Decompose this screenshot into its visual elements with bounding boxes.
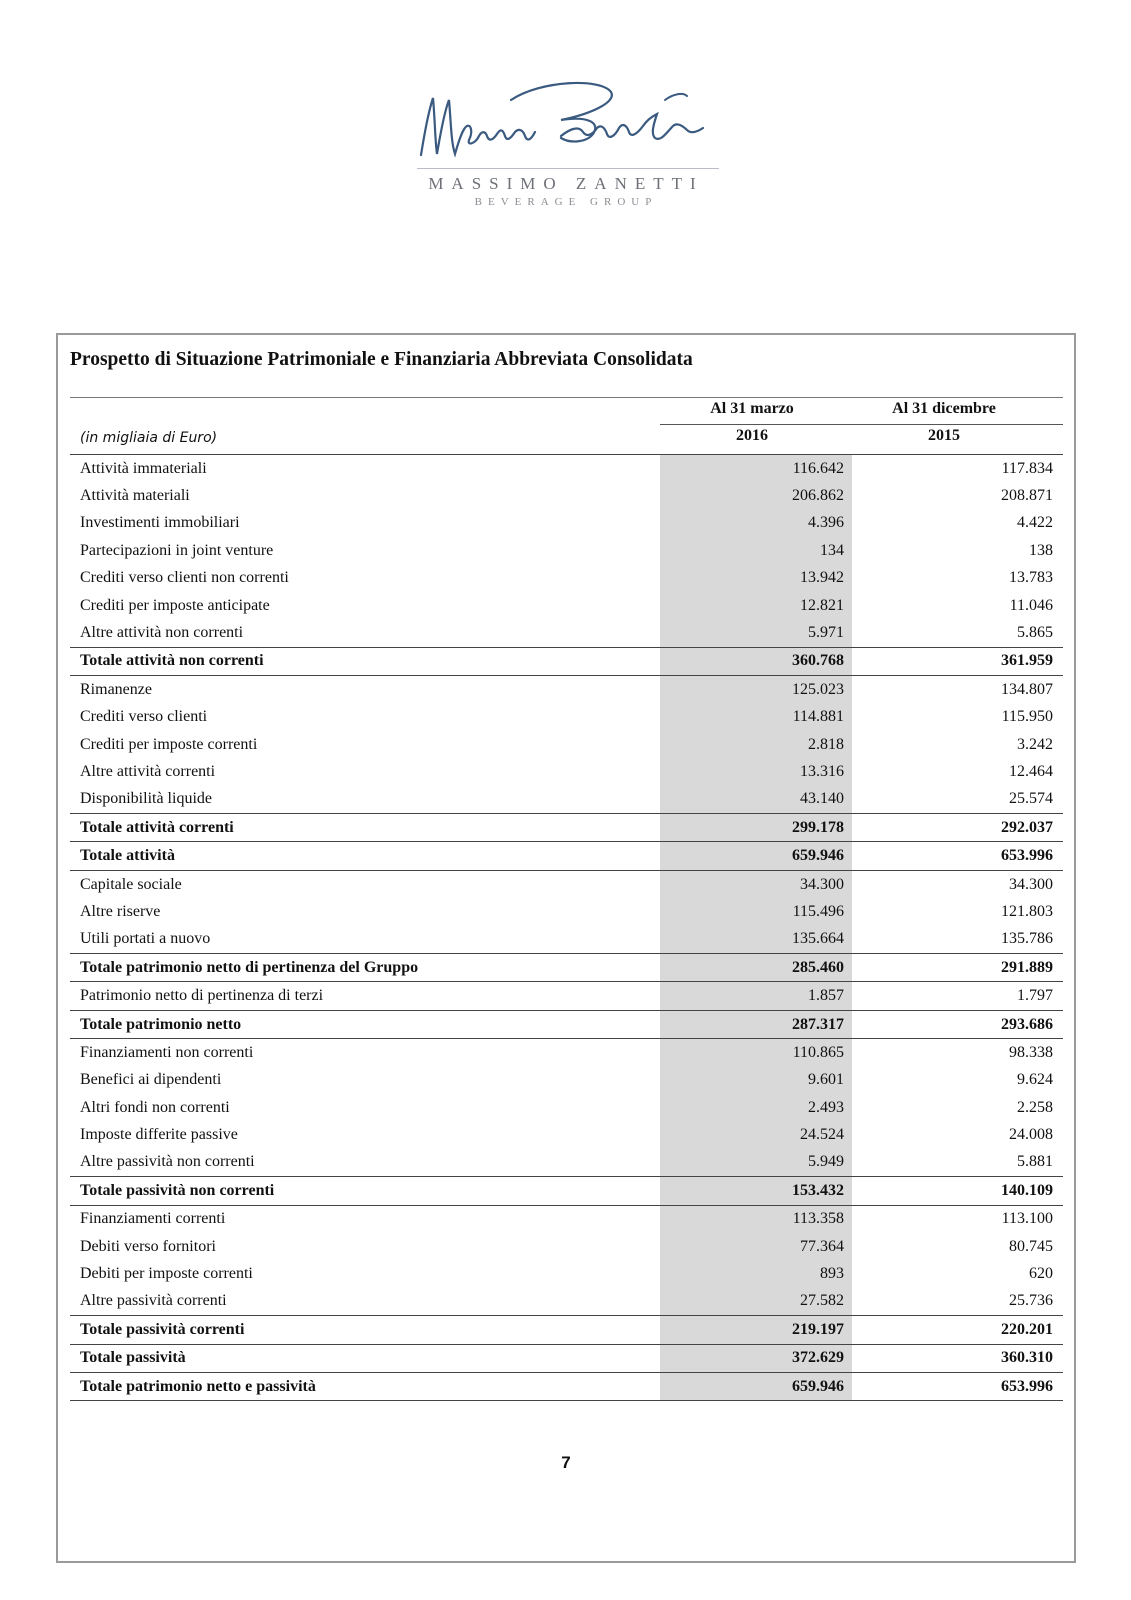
row-label: Totale passività correnti — [70, 1316, 660, 1344]
value-2016: 9.601 — [660, 1067, 852, 1094]
value-2016: 43.140 — [660, 786, 852, 814]
column-header-2016: Al 31 marzo — [710, 400, 794, 417]
value-2015: 3.242 — [1017, 735, 1053, 753]
value-2015: 11.046 — [1009, 596, 1053, 614]
value-2016: 2.818 — [660, 731, 852, 758]
value-2015: 361.959 — [852, 647, 1063, 675]
value-2015: 653.996 — [852, 1372, 1063, 1400]
value-2016: 285.460 — [660, 954, 852, 982]
table-row — [70, 455, 1063, 483]
row-label: Altri fondi non correnti — [80, 1098, 230, 1116]
row-label: Attività immateriali — [70, 455, 660, 483]
table-row — [70, 510, 1063, 537]
row-label: Totale patrimonio netto di pertinenza del Gruppo — [70, 954, 660, 982]
value-2016: 13.942 — [660, 565, 852, 592]
table-row — [70, 704, 1063, 731]
table-row — [70, 565, 1063, 592]
value-2015: 134.807 — [1001, 680, 1053, 698]
row-label: Totale attività non correnti — [70, 647, 660, 675]
value-2015: 2.258 — [1017, 1098, 1053, 1116]
value-2016: 134 — [660, 537, 852, 564]
table-row — [70, 1094, 1063, 1121]
row-label: Altre attività non correnti — [80, 624, 244, 642]
title-divider — [70, 397, 1063, 398]
table-row — [70, 592, 1063, 619]
brand-name: MASSIMO ZANETTI — [428, 174, 704, 193]
table-row — [70, 1260, 1063, 1287]
value-2015: 620 — [1029, 1265, 1053, 1283]
row-label: Crediti per imposte anticipate — [80, 596, 270, 614]
value-2016: 113.358 — [660, 1205, 852, 1233]
row-label: Totale passività non correnti — [70, 1177, 660, 1205]
row-label: Patrimonio netto di pertinenza di terzi — [80, 987, 324, 1005]
value-2016: 135.664 — [660, 926, 852, 954]
table-row — [70, 482, 1063, 509]
value-2016: 659.946 — [660, 842, 852, 870]
year-2016: 2016 — [736, 427, 768, 444]
value-2015: 9.624 — [1017, 1071, 1053, 1089]
row-label: Altre passività non correnti — [80, 1153, 255, 1171]
value-2015: 25.574 — [1009, 790, 1053, 808]
value-2015: 653.996 — [852, 842, 1063, 870]
value-2016: 299.178 — [660, 814, 852, 842]
value-2015: 80.745 — [1009, 1237, 1053, 1255]
value-2016: 77.364 — [660, 1233, 852, 1260]
company-logo — [411, 70, 721, 220]
value-2015: 208.871 — [1001, 487, 1053, 505]
value-2015: 34.300 — [1009, 875, 1053, 893]
value-2016: 5.949 — [660, 1149, 852, 1177]
value-2015: 98.338 — [1009, 1043, 1053, 1061]
row-label: Altre riserve — [80, 902, 161, 920]
table-total-row — [70, 1177, 1063, 1205]
row-label: Totale attività correnti — [70, 814, 660, 842]
value-2016: 34.300 — [660, 870, 852, 898]
logo-divider — [417, 168, 719, 169]
table-total-row — [70, 814, 1063, 842]
value-2015: 117.834 — [852, 455, 1063, 483]
row-label: Debiti per imposte correnti — [80, 1265, 253, 1283]
row-label: Utili portati a nuovo — [80, 930, 211, 948]
table-row — [70, 1205, 1063, 1233]
year-2015: 2015 — [928, 427, 960, 444]
value-2016: 372.629 — [660, 1344, 852, 1372]
value-2015: 121.803 — [1001, 902, 1053, 920]
row-label: Totale passività — [70, 1344, 660, 1372]
value-2016: 287.317 — [660, 1010, 852, 1038]
table-row — [70, 786, 1063, 814]
table-row — [70, 537, 1063, 564]
table-total-row — [70, 1372, 1063, 1400]
table-row — [70, 1121, 1063, 1148]
page-title: Prospetto di Situazione Patrimoniale e Finanziaria Abbreviata Consolidata — [70, 349, 693, 370]
row-label: Finanziamenti correnti — [80, 1210, 226, 1228]
value-2016: 1.857 — [660, 982, 852, 1010]
value-2016: 2.493 — [660, 1094, 852, 1121]
row-label: Altre attività correnti — [80, 762, 216, 780]
balance-sheet-table — [70, 454, 1063, 1401]
row-label: Crediti verso clienti non correnti — [80, 569, 289, 587]
table-total-row — [70, 954, 1063, 982]
table-row — [70, 1233, 1063, 1260]
value-2016: 153.432 — [660, 1177, 852, 1205]
value-2016: 13.316 — [660, 758, 852, 785]
value-2016: 360.768 — [660, 647, 852, 675]
value-2015: 25.736 — [1009, 1292, 1053, 1310]
table-total-row — [70, 1316, 1063, 1344]
table-row — [70, 926, 1063, 954]
value-2015: 138 — [1029, 541, 1053, 559]
value-2015: 291.889 — [852, 954, 1063, 982]
statement-frame — [56, 333, 1076, 1563]
table-row — [70, 1067, 1063, 1094]
value-2015: 13.783 — [1009, 569, 1053, 587]
row-label: Benefici ai dipendenti — [80, 1071, 222, 1089]
value-2016: 893 — [660, 1260, 852, 1287]
table-total-row — [70, 647, 1063, 675]
row-label: Totale patrimonio netto e passività — [70, 1372, 660, 1400]
value-2016: 110.865 — [660, 1039, 852, 1067]
value-2015: 135.786 — [1001, 930, 1053, 948]
value-2015: 113.100 — [1001, 1210, 1053, 1228]
value-2015: 12.464 — [1009, 762, 1053, 780]
value-2015: 115.950 — [1001, 708, 1053, 726]
row-label: Debiti verso fornitori — [80, 1237, 216, 1255]
table-row — [70, 870, 1063, 898]
value-2016: 12.821 — [660, 592, 852, 619]
value-2015: 5.881 — [1017, 1153, 1053, 1171]
table-row — [70, 731, 1063, 758]
table-row — [70, 619, 1063, 647]
header-divider — [660, 424, 1063, 425]
table-row — [70, 1149, 1063, 1177]
signature-logo-icon — [411, 70, 721, 170]
row-label: Totale attività — [70, 842, 660, 870]
value-2015: 292.037 — [852, 814, 1063, 842]
value-2015: 293.686 — [852, 1010, 1063, 1038]
row-label: Altre passività correnti — [80, 1292, 227, 1310]
table-row — [70, 758, 1063, 785]
row-label: Totale patrimonio netto — [70, 1010, 660, 1038]
unit-label: (in migliaia di Euro) — [80, 430, 218, 446]
row-label: Partecipazioni in joint venture — [80, 541, 274, 559]
value-2016: 4.396 — [660, 510, 852, 537]
value-2016: 219.197 — [660, 1316, 852, 1344]
value-2016: 24.524 — [660, 1121, 852, 1148]
row-label: Disponibilità liquide — [80, 790, 212, 808]
value-2015: 1.797 — [1017, 987, 1053, 1005]
value-2015: 360.310 — [852, 1344, 1063, 1372]
table-total-row — [70, 842, 1063, 870]
row-label: Attività materiali — [80, 487, 190, 505]
value-2016: 206.862 — [660, 482, 852, 509]
value-2015: 4.422 — [1017, 514, 1053, 532]
value-2016: 116.642 — [660, 455, 852, 483]
value-2015: 140.109 — [852, 1177, 1063, 1205]
value-2016: 114.881 — [660, 704, 852, 731]
table-total-row — [70, 1010, 1063, 1038]
value-2016: 27.582 — [660, 1288, 852, 1316]
value-2016: 115.496 — [660, 898, 852, 925]
brand-subtitle: BEVERAGE GROUP — [474, 196, 658, 208]
column-header-2015: Al 31 dicembre — [892, 400, 996, 417]
row-label: Crediti verso clienti — [80, 708, 208, 726]
value-2015: 24.008 — [1009, 1126, 1053, 1144]
row-label: Capitale sociale — [80, 875, 182, 893]
table-total-row — [70, 1344, 1063, 1372]
value-2016: 659.946 — [660, 1372, 852, 1400]
table-row — [70, 898, 1063, 925]
value-2015: 5.865 — [1017, 624, 1053, 642]
value-2015: 220.201 — [852, 1316, 1063, 1344]
table-row — [70, 1288, 1063, 1316]
row-label: Crediti per imposte correnti — [80, 735, 258, 753]
value-2016: 5.971 — [660, 619, 852, 647]
table-row — [70, 1039, 1063, 1067]
value-2016: 125.023 — [660, 676, 852, 704]
row-label: Investimenti immobiliari — [80, 514, 240, 532]
row-label: Rimanenze — [80, 680, 152, 698]
row-label: Finanziamenti non correnti — [80, 1043, 254, 1061]
row-label: Imposte differite passive — [80, 1126, 238, 1144]
page-number: 7 — [561, 1453, 571, 1472]
table-row — [70, 676, 1063, 704]
table-row — [70, 982, 1063, 1010]
